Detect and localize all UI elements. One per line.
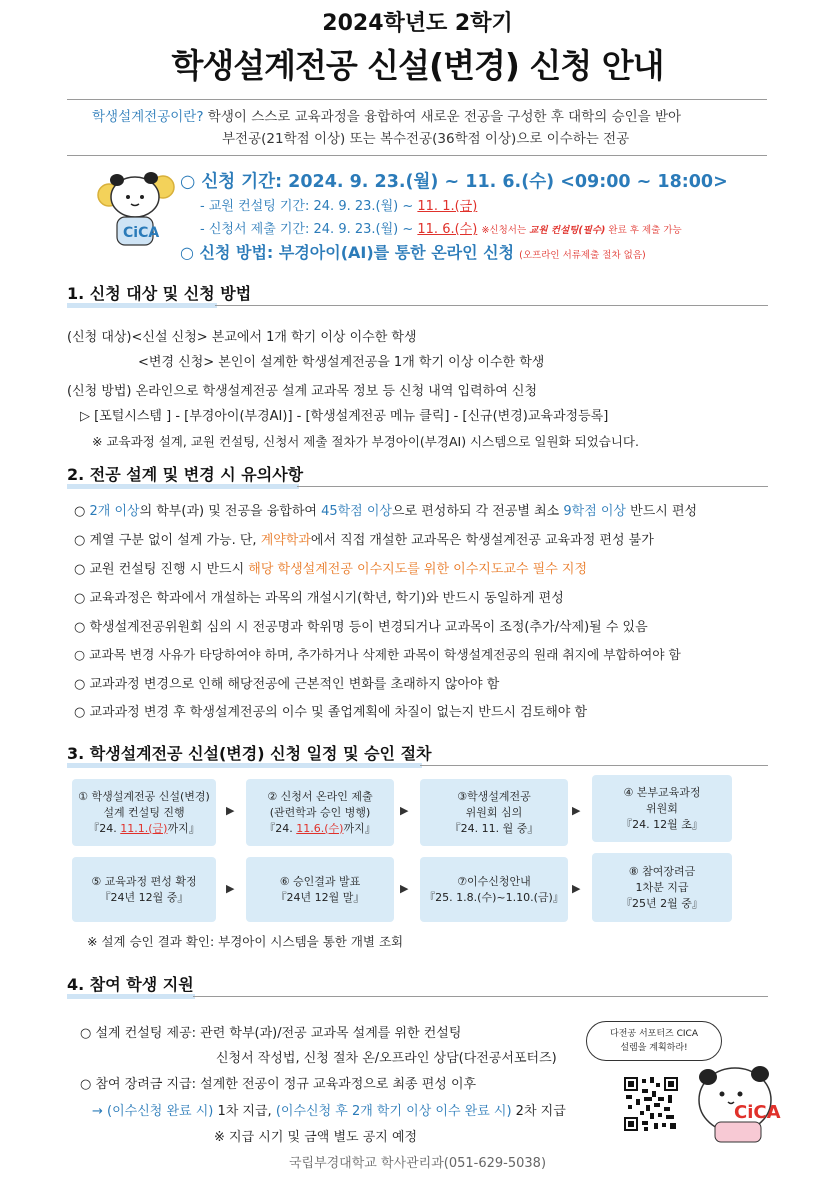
arrow-right-icon: ▶	[572, 882, 581, 895]
divider	[67, 99, 767, 100]
section2-line4: ○ 교육과정은 학과에서 개설하는 과목의 개설시기(학년, 학기)와 반드시 동일하게 편성	[74, 591, 564, 606]
section4-line1: ○ 설계 컨설팅 제공: 관련 학부(과)/전공 교과목 설계를 위한 컨설팅	[80, 1026, 462, 1041]
arrow-right-icon: ▶	[400, 804, 409, 817]
step-6-box: ⑥ 승인결과 발표 『24년 12월 말』	[246, 857, 394, 922]
divider	[297, 486, 768, 487]
section2-line8: ○ 교과과정 변경 후 학생설계전공의 이수 및 졸업계획에 차질이 없는지 반드시 검토해야 함	[74, 705, 588, 720]
section2-line5: ○ 학생설계전공위원회 심의 시 전공명과 학위명 등이 변경되거나 교과목이 조정(추가/삭제)될 수 있음	[74, 620, 648, 635]
apply-method-text: ○ 신청 방법: 부경아이(AI)를 통한 온라인 신청	[180, 243, 515, 262]
speech-bubble: 다전공 서포터즈 CICA 설렘을 계획하라!	[586, 1021, 722, 1061]
section3-title: 3. 학생설계전공 신설(변경) 신청 일정 및 승인 절차	[67, 744, 432, 763]
section2-line2: ○ 계열 구분 없이 설계 가능. 단, 계약학과에서 직접 개설한 교과목은 학생설계전공 교육과정 편성 불가	[74, 533, 654, 548]
consult-period	[200, 195, 477, 214]
section2-line3: ○ 교원 컨설팅 진행 시 반드시 해당 학생설계전공 이수지도를 위한 이수지도교수 필수 지정	[74, 562, 588, 577]
submit-period-end: 11. 6.(수)	[417, 222, 478, 237]
period-main	[180, 168, 728, 193]
step-5-box: ⑤ 교육과정 편성 확정 『24년 12월 중』	[72, 857, 216, 922]
section-underline	[67, 303, 217, 308]
section4-line3: ○ 참여 장려금 지급: 설계한 전공이 정규 교육과정으로 최종 편성 이후	[80, 1077, 477, 1092]
svg-text:CiCA: CiCA	[123, 225, 160, 241]
apply-method-note: (오프라인 서류제출 절차 없음)	[519, 250, 646, 261]
consult-period-end: 11. 1.(금)	[417, 199, 478, 214]
step-4-box: ④ 본부교육과정 위원회 『24. 12월 초』	[592, 775, 732, 842]
apply-method	[180, 240, 646, 263]
section-underline	[67, 994, 195, 999]
mascot-cheer-icon	[95, 165, 175, 257]
arrow-right-icon: ▶	[572, 804, 581, 817]
period-main-text: ○ 신청 기간: 2024. 9. 23.(월) ~ 11. 6.(수) <09:00 ~ 18:00>	[180, 172, 728, 192]
section2-line6: ○ 교과목 변경 사유가 타당하여야 하며, 추가하거나 삭제한 과목이 학생설계전공의 원래 취지에 부합하여야 함	[74, 647, 681, 662]
page-title: 학생설계전공 신설(변경) 신청 안내	[171, 46, 664, 85]
section1-target-new: (신청 대상)<신설 신청> 본교에서 1개 학기 이상 이수한 학생	[67, 330, 417, 345]
section1-method: (신청 방법) 온라인으로 학생설계전공 설계 교과목 정보 등 신청 내역 입력하여 신청	[67, 384, 538, 399]
divider	[215, 305, 768, 306]
section2-line7: ○ 교과과정 변경으로 인해 해당전공에 근본적인 변화를 초래하지 않아야 함	[74, 677, 500, 692]
svg-text:CiCA: CiCA	[734, 1102, 781, 1123]
section2-line1: ○ 2개 이상의 학부(과) 및 전공을 융합하여 45학점 이상으로 편성하되 각 전공별 최소 9학점 이상 반드시 편성	[74, 504, 698, 519]
section1-note: ※ 교육과정 설계, 교원 컨설팅, 신청서 제출 절차가 부경아이(부경AI) 시스템으로 일원화 되었습니다.	[92, 434, 639, 449]
arrow-right-icon: ▶	[226, 882, 235, 895]
section2-title: 2. 전공 설계 및 변경 시 유의사항	[67, 465, 304, 484]
section-underline	[67, 484, 299, 489]
step-7-box: ⑦이수신청안내 『25. 1.8.(수)~1.10.(금)』	[420, 857, 568, 922]
submit-note-b: 교원 컨설팅(필수)	[529, 225, 606, 236]
section3-note: ※ 설계 승인 결과 확인: 부경아이 시스템을 통한 개별 조회	[87, 934, 404, 949]
section4-title: 4. 참여 학생 지원	[67, 975, 194, 994]
divider	[193, 996, 768, 997]
step-8-box: ⑧ 참여장려금 1차분 지급 『25년 2월 중』	[592, 853, 732, 922]
submit-note-c: 완료 후 제출 가능	[605, 225, 682, 236]
definition-line1: 학생이 스스로 교육과정을 융합하여 새로운 전공을 구성한 후 대학의 승인을 받아	[207, 109, 682, 125]
divider	[67, 155, 767, 156]
section4-line4: → (이수신청 완료 시) 1차 지급, (이수신청 후 2개 학기 이상 이수 완료 시) 2차 지급	[92, 1104, 566, 1119]
submit-period	[200, 218, 682, 237]
definition-label: 학생설계전공이란?	[92, 109, 204, 125]
arrow-right-icon: ▶	[226, 804, 235, 817]
section4-line2: 신청서 작성법, 신청 절차 온/오프라인 상담(다전공서포터즈)	[216, 1051, 557, 1066]
definition-line2: 부전공(21학점 이상) 또는 복수전공(36학점 이상)으로 이수하는 전공	[222, 131, 630, 147]
submit-note-a: ※신청서는	[481, 225, 530, 236]
definition-block	[92, 107, 772, 128]
section1-path: ▷ [포털시스템 ] - [부경아이(부경AI)] - [학생설계전공 메뉴 클릭] - [신규(변경)교육과정등록]	[80, 409, 609, 424]
qr-code-icon	[622, 1075, 680, 1133]
consult-period-label: - 교원 컨설팅 기간: 24. 9. 23.(월) ~	[200, 199, 418, 214]
step-3-box: ③학생설계전공 위원회 심의 『24. 11. 월 중』	[420, 779, 568, 846]
arrow-right-icon: ▶	[400, 882, 409, 895]
step-1-box: ① 학생설계전공 신설(변경) 설계 컨설팅 진행 『24. 11.1.(금)까지』	[72, 779, 216, 846]
section-underline	[67, 763, 422, 768]
divider	[420, 765, 768, 766]
footer-contact: 국립부경대학교 학사관리과(051-629-5038)	[288, 1156, 547, 1171]
step-2-box: ② 신청서 온라인 제출 (관련학과 승인 병행) 『24. 11.6.(수)까지』	[246, 779, 394, 846]
section4-line5: ※ 지급 시기 및 금액 별도 공지 예정	[214, 1130, 418, 1145]
section1-target-change: <변경 신청> 본인이 설계한 학생설계전공을 1개 학기 이상 이수한 학생	[138, 355, 545, 370]
submit-period-label: - 신청서 제출 기간: 24. 9. 23.(월) ~	[200, 222, 418, 237]
page-subtitle: 2024학년도 2학기	[322, 11, 513, 36]
mascot-icon	[690, 1060, 785, 1145]
section1-title: 1. 신청 대상 및 신청 방법	[67, 284, 252, 303]
